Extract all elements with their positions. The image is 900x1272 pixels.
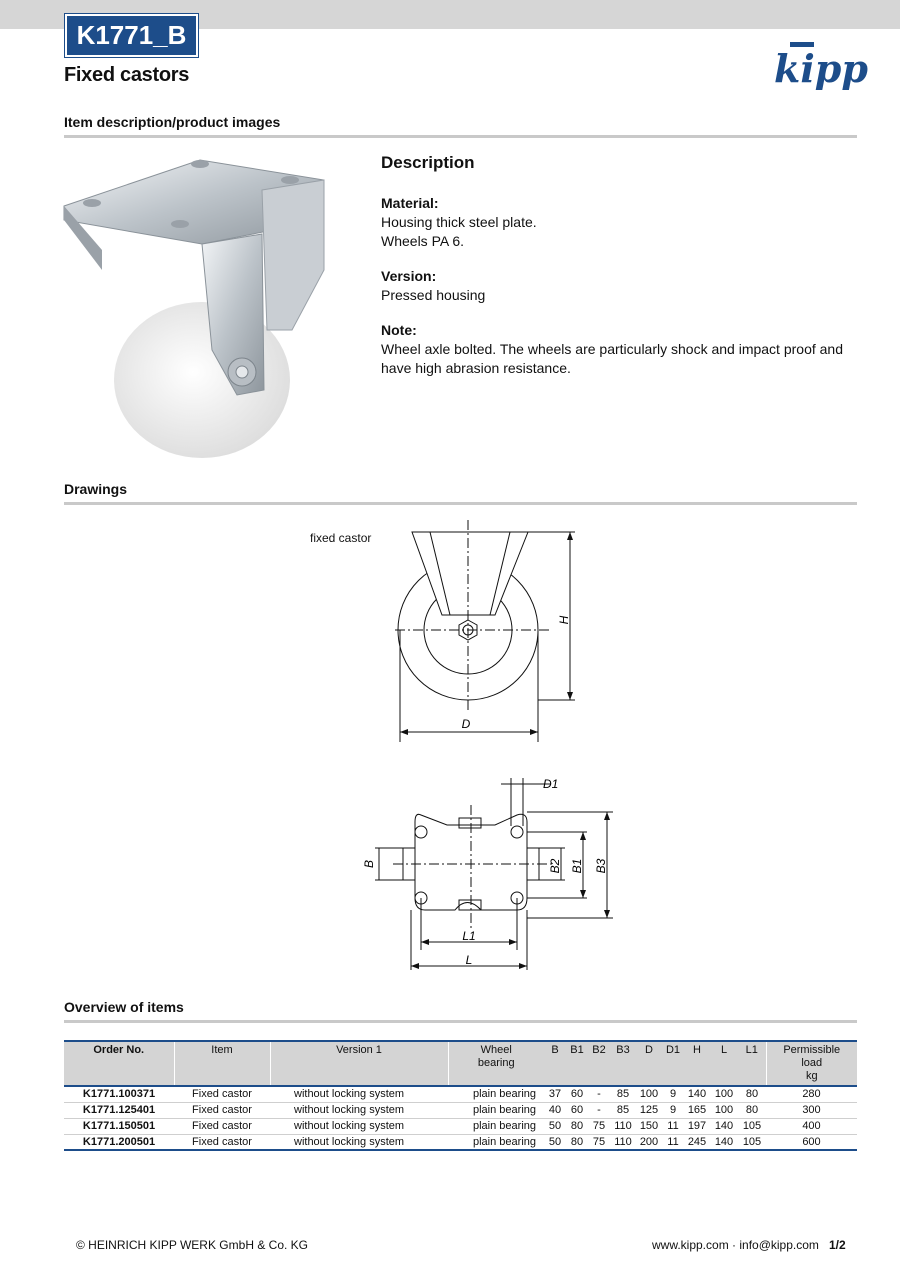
cell-wheel: plain bearing xyxy=(448,1118,544,1134)
dim-label-l: L xyxy=(465,953,473,967)
cell-b2: 75 xyxy=(588,1134,610,1150)
cell-b2: - xyxy=(588,1102,610,1118)
cell-h: 245 xyxy=(684,1134,710,1150)
cell-b3: 110 xyxy=(610,1118,636,1134)
version-text: Pressed housing xyxy=(381,287,486,303)
col-wheel-line-1: Wheel xyxy=(480,1044,512,1056)
cell-b1: 60 xyxy=(566,1086,588,1102)
col-d: D xyxy=(636,1041,662,1086)
cell-item: Fixed castor xyxy=(174,1134,270,1150)
section-heading-overview: Overview of items xyxy=(64,999,184,1015)
cell-l: 100 xyxy=(710,1086,738,1102)
cell-b: 50 xyxy=(544,1118,566,1134)
dim-label-d: D xyxy=(461,717,471,731)
cell-l: 140 xyxy=(710,1118,738,1134)
cell-b1: 80 xyxy=(566,1134,588,1150)
footer-contact-link[interactable]: www.kipp.com · info@kipp.com xyxy=(652,1238,819,1252)
cell-item: Fixed castor xyxy=(174,1118,270,1134)
dim-label-b2: B2 xyxy=(548,858,562,874)
cell-version: without locking system xyxy=(270,1118,448,1134)
cell-h: 165 xyxy=(684,1102,710,1118)
cell-item: Fixed castor xyxy=(174,1102,270,1118)
col-load xyxy=(766,1041,857,1086)
table-row xyxy=(64,1118,857,1134)
col-b2: B2 xyxy=(588,1041,610,1086)
cell-b1: 60 xyxy=(566,1102,588,1118)
cell-b2: 75 xyxy=(588,1118,610,1134)
cell-l1: 105 xyxy=(738,1118,766,1134)
cell-order: K1771.200501 xyxy=(64,1134,174,1150)
product-photo xyxy=(62,150,330,462)
cell-d1: 11 xyxy=(662,1134,684,1150)
section-heading-images: Item description/product images xyxy=(64,114,281,130)
cell-load: 280 xyxy=(766,1086,857,1102)
col-load-line-1: Permissible xyxy=(783,1044,841,1056)
dim-label-b3: B3 xyxy=(594,858,608,874)
table-row xyxy=(64,1134,857,1150)
items-table xyxy=(64,1040,857,1151)
dim-label-h: H xyxy=(557,615,571,625)
dim-label-b: B xyxy=(362,859,376,869)
cell-h: 197 xyxy=(684,1118,710,1134)
col-version: Version 1 xyxy=(270,1041,448,1086)
col-item: Item xyxy=(174,1041,270,1086)
section-divider xyxy=(64,502,857,505)
col-l: L xyxy=(710,1041,738,1086)
section-divider xyxy=(64,135,857,138)
col-order: Order No. xyxy=(64,1041,174,1086)
description-block xyxy=(381,153,861,394)
page-number: 1/2 xyxy=(829,1238,846,1252)
logo-text: kipp xyxy=(774,46,868,91)
cell-l: 100 xyxy=(710,1102,738,1118)
cell-order: K1771.100371 xyxy=(64,1086,174,1102)
cell-d: 100 xyxy=(636,1086,662,1102)
col-load-line-2: load xyxy=(801,1057,823,1069)
cell-order: K1771.125401 xyxy=(64,1102,174,1118)
material-line-2: Wheels PA 6. xyxy=(381,233,465,249)
section-heading-drawings: Drawings xyxy=(64,481,128,497)
cell-b3: 110 xyxy=(610,1134,636,1150)
cell-b3: 85 xyxy=(610,1086,636,1102)
col-wheel-line-2: bearing xyxy=(477,1057,515,1069)
cell-version: without locking system xyxy=(270,1102,448,1118)
cell-d1: 9 xyxy=(662,1102,684,1118)
cell-item: Fixed castor xyxy=(174,1086,270,1102)
page-title: Fixed castors xyxy=(64,64,190,86)
cell-load: 600 xyxy=(766,1134,857,1150)
description-heading: Description xyxy=(381,153,475,172)
cell-load: 400 xyxy=(766,1118,857,1134)
cell-b: 50 xyxy=(544,1134,566,1150)
cell-l1: 80 xyxy=(738,1086,766,1102)
cell-h: 140 xyxy=(684,1086,710,1102)
section-divider xyxy=(64,1020,857,1023)
dim-label-d1: D1 xyxy=(543,777,559,791)
cell-wheel: plain bearing xyxy=(448,1086,544,1102)
kipp-logo xyxy=(774,38,868,92)
drawing-caption: fixed castor xyxy=(310,531,372,545)
cell-d1: 9 xyxy=(662,1086,684,1102)
col-b3: B3 xyxy=(610,1041,636,1086)
col-wheel xyxy=(448,1041,544,1086)
cell-wheel: plain bearing xyxy=(448,1134,544,1150)
cell-b: 37 xyxy=(544,1086,566,1102)
col-h: H xyxy=(684,1041,710,1086)
cell-version: without locking system xyxy=(270,1134,448,1150)
cell-b2: - xyxy=(588,1086,610,1102)
top-view-drawing xyxy=(355,770,625,975)
cell-version: without locking system xyxy=(270,1086,448,1102)
cell-l1: 105 xyxy=(738,1134,766,1150)
note-label: Note: xyxy=(381,322,417,338)
cell-d: 200 xyxy=(636,1134,662,1150)
dim-label-b1: B1 xyxy=(570,858,584,874)
cell-d: 125 xyxy=(636,1102,662,1118)
side-view-drawing xyxy=(360,520,600,750)
col-l1: L1 xyxy=(738,1041,766,1086)
dim-label-l1: L1 xyxy=(462,929,476,943)
cell-b3: 85 xyxy=(610,1102,636,1118)
material-line-1: Housing thick steel plate. xyxy=(381,214,537,230)
cell-l1: 80 xyxy=(738,1102,766,1118)
cell-load: 300 xyxy=(766,1102,857,1118)
note-text: Wheel axle bolted. The wheels are particularly shock and impact proof and have high abrasion resistance. xyxy=(381,341,843,376)
col-load-line-3: kg xyxy=(805,1070,818,1082)
cell-order: K1771.150501 xyxy=(64,1118,174,1134)
cell-wheel: plain bearing xyxy=(448,1102,544,1118)
cell-d: 150 xyxy=(636,1118,662,1134)
product-code-badge: K1771_B xyxy=(65,14,198,57)
col-d1: D1 xyxy=(662,1041,684,1086)
cell-b1: 80 xyxy=(566,1118,588,1134)
cell-l: 140 xyxy=(710,1134,738,1150)
col-b1: B1 xyxy=(566,1041,588,1086)
cell-b: 40 xyxy=(544,1102,566,1118)
table-row xyxy=(64,1102,857,1118)
table-row xyxy=(64,1086,857,1102)
table-header-row xyxy=(64,1041,857,1086)
col-b: B xyxy=(544,1041,566,1086)
footer-copyright: © HEINRICH KIPP WERK GmbH & Co. KG xyxy=(76,1238,308,1252)
version-label: Version: xyxy=(381,268,437,284)
cell-d1: 11 xyxy=(662,1118,684,1134)
material-label: Material: xyxy=(381,195,439,211)
